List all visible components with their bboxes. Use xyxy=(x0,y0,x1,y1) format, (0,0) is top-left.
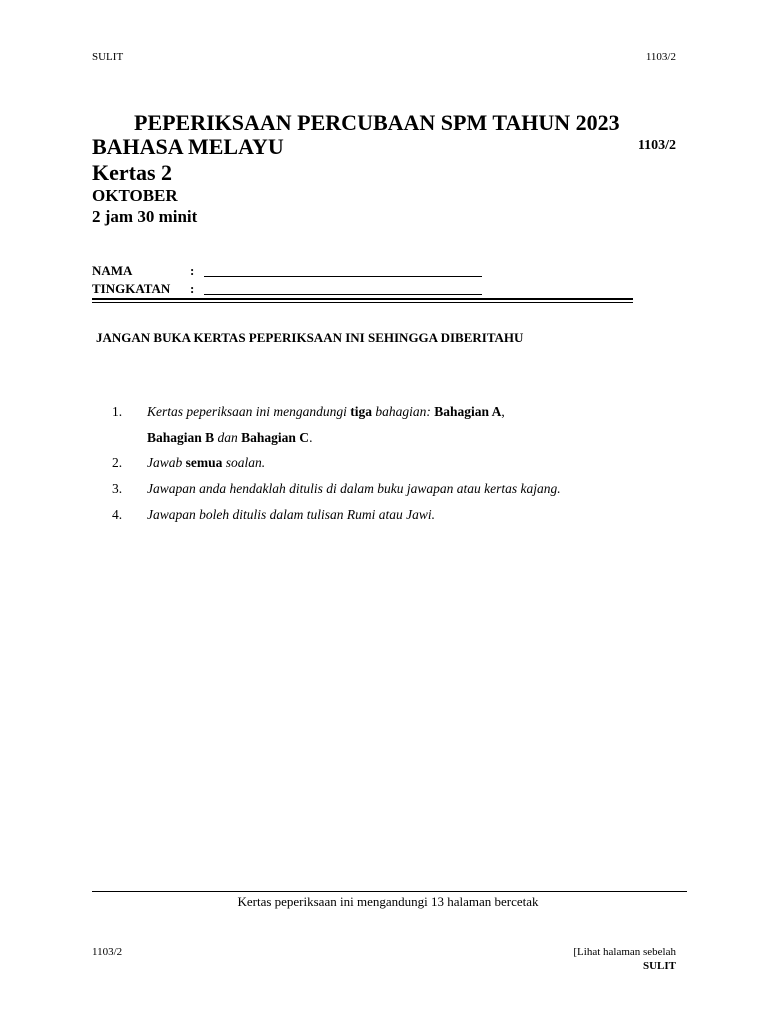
exam-duration: 2 jam 30 minit xyxy=(92,207,198,226)
name-blank-line[interactable] xyxy=(204,264,482,277)
instruction-2-text-b: semua xyxy=(185,455,223,470)
instruction-1-text-b: tiga xyxy=(350,404,372,419)
class-label: TINGKATAN xyxy=(92,281,171,296)
instruction-3-line xyxy=(147,481,561,497)
name-field-row xyxy=(92,263,482,279)
instruction-2-line xyxy=(147,455,265,471)
instruction-4-number: 4. xyxy=(112,507,123,522)
header-code: 1103/2 xyxy=(645,51,676,63)
next-page-note: [Lihat halaman sebelah xyxy=(573,946,676,958)
header-divider-thin xyxy=(92,302,633,303)
name-label: NAMA xyxy=(92,263,133,278)
header-classification: SULIT xyxy=(92,51,124,63)
class-field-row xyxy=(92,281,482,297)
instruction-1-text-a: Kertas peperiksaan ini mengandungi xyxy=(147,404,351,419)
instruction-1-line-1 xyxy=(147,404,505,420)
exam-title: PEPERIKSAAN PERCUBAAN SPM TAHUN 2023 xyxy=(134,110,620,135)
footer-classification: SULIT xyxy=(642,960,676,972)
instruction-2-text-c: soalan. xyxy=(222,455,266,470)
do-not-open-warning: JANGAN BUKA KERTAS PEPERIKSAAN INI SEHINGGA DIBERITAHU xyxy=(96,330,524,345)
footer-code: 1103/2 xyxy=(92,946,123,958)
header-divider-thick xyxy=(92,298,633,300)
paper-code: 1103/2 xyxy=(637,138,676,153)
instruction-2-number: 2. xyxy=(112,455,123,470)
footer-divider xyxy=(92,891,687,892)
class-colon: : xyxy=(190,281,195,296)
instruction-1-text-e: , xyxy=(501,404,505,419)
instruction-4-text: Jawapan boleh ditulis dalam tulisan Rumi atau Jawi. xyxy=(147,507,435,522)
instruction-1-line-2 xyxy=(147,430,312,446)
instruction-4-line xyxy=(147,507,435,523)
instruction-1-text-h: Bahagian C xyxy=(241,430,310,445)
instruction-2-text-a: Jawab xyxy=(147,455,186,470)
instruction-1-text-i: . xyxy=(309,430,313,445)
instruction-1-text-g: dan xyxy=(214,430,242,445)
instruction-1-text-d: Bahagian A xyxy=(434,404,502,419)
exam-month: OKTOBER xyxy=(92,186,178,205)
instruction-1-text-f: Bahagian B xyxy=(147,430,215,445)
instruction-3-number: 3. xyxy=(112,481,123,496)
class-blank-line[interactable] xyxy=(204,282,482,295)
paper-number: Kertas 2 xyxy=(92,160,173,185)
instruction-1-number: 1. xyxy=(112,404,123,419)
instruction-1-text-c: bahagian: xyxy=(371,404,435,419)
subject-title: BAHASA MELAYU xyxy=(92,134,284,159)
instruction-3-text: Jawapan anda hendaklah ditulis di dalam buku jawapan atau kertas kajang. xyxy=(147,481,561,496)
name-colon: : xyxy=(190,263,195,278)
page-count-note: Kertas peperiksaan ini mengandungi 13 halaman bercetak xyxy=(237,894,539,909)
